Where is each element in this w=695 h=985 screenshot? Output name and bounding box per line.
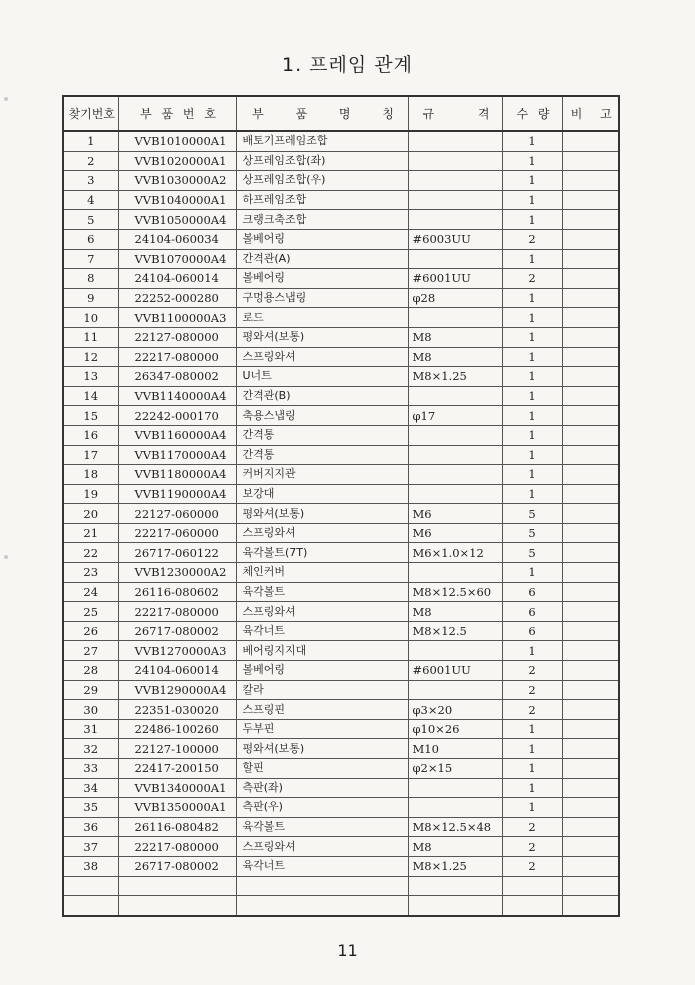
find-number-cell: 23 <box>63 563 118 583</box>
part-name-cell: U너트 <box>236 367 408 387</box>
part-name-cell: 볼베어링 <box>236 661 408 681</box>
find-number-cell: 27 <box>63 641 118 661</box>
specification-cell: #6001UU <box>408 269 502 289</box>
find-number-cell: 32 <box>63 739 118 759</box>
part-name-cell: 축용스냅링 <box>236 406 408 426</box>
part-number-cell: VVB1140000A4 <box>118 386 236 406</box>
table-row <box>63 543 619 563</box>
find-number-cell: 11 <box>63 327 118 347</box>
empty-cell <box>118 896 236 916</box>
quantity-cell: 1 <box>502 347 562 367</box>
empty-cell <box>63 896 118 916</box>
quantity-cell: 5 <box>502 504 562 524</box>
quantity-cell: 1 <box>502 151 562 171</box>
remarks-cell <box>562 621 619 641</box>
remarks-cell <box>562 308 619 328</box>
specification-cell <box>408 778 502 798</box>
part-number-cell: 26116-080602 <box>118 582 236 602</box>
find-number-cell: 28 <box>63 661 118 681</box>
table-row <box>63 386 619 406</box>
remarks-cell <box>562 739 619 759</box>
specification-cell: φ3×20 <box>408 700 502 720</box>
part-number-cell: VVB1340000A1 <box>118 778 236 798</box>
find-number-cell: 36 <box>63 817 118 837</box>
empty-cell <box>562 876 619 896</box>
header-part-number: 부 품 번 호 <box>118 96 236 131</box>
quantity-cell: 1 <box>502 719 562 739</box>
part-name-cell: 상프레임조합(우) <box>236 171 408 191</box>
specification-cell: M10 <box>408 739 502 759</box>
remarks-cell <box>562 445 619 465</box>
empty-cell <box>562 896 619 916</box>
part-number-cell: 22417-200150 <box>118 759 236 779</box>
specification-cell <box>408 190 502 210</box>
part-number-cell: 22217-080000 <box>118 347 236 367</box>
find-number-cell: 9 <box>63 288 118 308</box>
specification-cell <box>408 171 502 191</box>
remarks-cell <box>562 719 619 739</box>
parts-table-body <box>63 131 619 916</box>
part-number-cell: 24104-060014 <box>118 661 236 681</box>
quantity-cell: 2 <box>502 837 562 857</box>
find-number-cell: 33 <box>63 759 118 779</box>
specification-cell <box>408 680 502 700</box>
part-number-cell: VVB1180000A4 <box>118 465 236 485</box>
remarks-cell <box>562 817 619 837</box>
table-row <box>63 406 619 426</box>
part-name-cell: 베어링지지대 <box>236 641 408 661</box>
part-name-cell: 스프링핀 <box>236 700 408 720</box>
remarks-cell <box>562 778 619 798</box>
quantity-cell: 1 <box>502 425 562 445</box>
specification-cell <box>408 798 502 818</box>
quantity-cell: 1 <box>502 249 562 269</box>
header-find-number: 찾기번호 <box>63 96 118 131</box>
empty-cell <box>502 896 562 916</box>
empty-cell <box>236 876 408 896</box>
header-quantity: 수 량 <box>502 96 562 131</box>
quantity-cell: 2 <box>502 229 562 249</box>
parts-list-table <box>62 95 620 917</box>
find-number-cell: 8 <box>63 269 118 289</box>
header-remarks: 비 고 <box>562 96 619 131</box>
remarks-cell <box>562 347 619 367</box>
quantity-cell: 1 <box>502 641 562 661</box>
table-row <box>63 367 619 387</box>
part-number-cell: VVB1290000A4 <box>118 680 236 700</box>
specification-cell <box>408 210 502 230</box>
remarks-cell <box>562 406 619 426</box>
quantity-cell: 1 <box>502 406 562 426</box>
find-number-cell: 38 <box>63 856 118 876</box>
quantity-cell: 2 <box>502 680 562 700</box>
quantity-cell: 1 <box>502 210 562 230</box>
specification-cell: #6001UU <box>408 661 502 681</box>
remarks-cell <box>562 229 619 249</box>
find-number-cell: 20 <box>63 504 118 524</box>
part-name-cell: 배토기프레임조합 <box>236 131 408 151</box>
table-row <box>63 445 619 465</box>
quantity-cell: 5 <box>502 543 562 563</box>
quantity-cell: 6 <box>502 582 562 602</box>
find-number-cell: 12 <box>63 347 118 367</box>
find-number-cell: 35 <box>63 798 118 818</box>
specification-cell: M8 <box>408 347 502 367</box>
part-number-cell: VVB1070000A4 <box>118 249 236 269</box>
part-number-cell: 26717-080002 <box>118 856 236 876</box>
part-name-cell: 평와셔(보통) <box>236 327 408 347</box>
remarks-cell <box>562 602 619 622</box>
part-name-cell: 간격관(A) <box>236 249 408 269</box>
specification-cell: M8 <box>408 602 502 622</box>
empty-cell <box>118 876 236 896</box>
part-number-cell: 24104-060014 <box>118 269 236 289</box>
table-row <box>63 210 619 230</box>
specification-cell: φ28 <box>408 288 502 308</box>
part-number-cell: VVB1170000A4 <box>118 445 236 465</box>
remarks-cell <box>562 269 619 289</box>
part-name-cell: 스프링와셔 <box>236 347 408 367</box>
remarks-cell <box>562 641 619 661</box>
table-row <box>63 641 619 661</box>
specification-cell <box>408 249 502 269</box>
part-number-cell: VVB1190000A4 <box>118 484 236 504</box>
part-number-cell: VVB1010000A1 <box>118 131 236 151</box>
part-number-cell: 26347-080002 <box>118 367 236 387</box>
table-row <box>63 680 619 700</box>
page-number: 11 <box>337 941 358 960</box>
part-name-cell: 하프레임조합 <box>236 190 408 210</box>
part-number-cell: VVB1350000A1 <box>118 798 236 818</box>
part-name-cell: 스프링와셔 <box>236 602 408 622</box>
part-name-cell: 스프링와셔 <box>236 837 408 857</box>
table-row <box>63 504 619 524</box>
specification-cell <box>408 425 502 445</box>
find-number-cell: 7 <box>63 249 118 269</box>
part-name-cell: 간격통 <box>236 445 408 465</box>
part-number-cell: 22242-000170 <box>118 406 236 426</box>
part-name-cell: 칼라 <box>236 680 408 700</box>
quantity-cell: 2 <box>502 856 562 876</box>
specification-cell: M8×12.5×60 <box>408 582 502 602</box>
specification-cell: M6 <box>408 523 502 543</box>
part-number-cell: VVB1230000A2 <box>118 563 236 583</box>
table-row <box>63 190 619 210</box>
table-row <box>63 700 619 720</box>
specification-cell <box>408 484 502 504</box>
empty-cell <box>408 896 502 916</box>
part-name-cell: 육각너트 <box>236 856 408 876</box>
find-number-cell: 26 <box>63 621 118 641</box>
header-part-name: 부 품 명 칭 <box>236 96 408 131</box>
table-row <box>63 582 619 602</box>
part-number-cell: VVB1270000A3 <box>118 641 236 661</box>
remarks-cell <box>562 563 619 583</box>
part-number-cell: VVB1100000A3 <box>118 308 236 328</box>
part-name-cell: 측판(좌) <box>236 778 408 798</box>
part-number-cell: 22127-060000 <box>118 504 236 524</box>
specification-cell <box>408 131 502 151</box>
part-number-cell: 22252-000280 <box>118 288 236 308</box>
part-name-cell: 두부핀 <box>236 719 408 739</box>
part-name-cell: 간격관(B) <box>236 386 408 406</box>
find-number-cell: 10 <box>63 308 118 328</box>
table-row <box>63 308 619 328</box>
quantity-cell: 1 <box>502 563 562 583</box>
part-name-cell: 육각볼트(7T) <box>236 543 408 563</box>
specification-cell: M8 <box>408 327 502 347</box>
remarks-cell <box>562 759 619 779</box>
binder-hole-mark <box>4 97 8 101</box>
find-number-cell: 29 <box>63 680 118 700</box>
table-row <box>63 602 619 622</box>
part-name-cell: 간격통 <box>236 425 408 445</box>
table-row <box>63 778 619 798</box>
table-row <box>63 425 619 445</box>
remarks-cell <box>562 210 619 230</box>
part-name-cell: 육각너트 <box>236 621 408 641</box>
part-name-cell: 상프레임조합(좌) <box>236 151 408 171</box>
blank-table-row <box>63 896 619 916</box>
part-name-cell: 육각볼트 <box>236 582 408 602</box>
page-title: 1. 프레임 관계 <box>282 54 413 76</box>
part-number-cell: 22217-080000 <box>118 602 236 622</box>
quantity-cell: 6 <box>502 621 562 641</box>
specification-cell: #6003UU <box>408 229 502 249</box>
find-number-cell: 13 <box>63 367 118 387</box>
find-number-cell: 21 <box>63 523 118 543</box>
part-name-cell: 커버지지관 <box>236 465 408 485</box>
part-number-cell: 22217-080000 <box>118 837 236 857</box>
quantity-cell: 1 <box>502 288 562 308</box>
specification-cell <box>408 445 502 465</box>
table-row <box>63 739 619 759</box>
table-row <box>63 563 619 583</box>
part-name-cell: 로드 <box>236 308 408 328</box>
table-row <box>63 621 619 641</box>
find-number-cell: 3 <box>63 171 118 191</box>
part-number-cell: 22486-100260 <box>118 719 236 739</box>
quantity-cell: 1 <box>502 367 562 387</box>
quantity-cell: 1 <box>502 484 562 504</box>
part-name-cell: 육각볼트 <box>236 817 408 837</box>
find-number-cell: 18 <box>63 465 118 485</box>
find-number-cell: 30 <box>63 700 118 720</box>
find-number-cell: 4 <box>63 190 118 210</box>
table-row <box>63 661 619 681</box>
remarks-cell <box>562 484 619 504</box>
specification-cell: M6×1.0×12 <box>408 543 502 563</box>
specification-cell: M8×12.5 <box>408 621 502 641</box>
part-number-cell: 22127-080000 <box>118 327 236 347</box>
specification-cell <box>408 465 502 485</box>
find-number-cell: 15 <box>63 406 118 426</box>
table-row <box>63 229 619 249</box>
specification-cell: φ2×15 <box>408 759 502 779</box>
part-number-cell: VVB1160000A4 <box>118 425 236 445</box>
quantity-cell: 2 <box>502 817 562 837</box>
find-number-cell: 17 <box>63 445 118 465</box>
remarks-cell <box>562 249 619 269</box>
remarks-cell <box>562 327 619 347</box>
find-number-cell: 34 <box>63 778 118 798</box>
specification-cell <box>408 563 502 583</box>
find-number-cell: 24 <box>63 582 118 602</box>
quantity-cell: 1 <box>502 778 562 798</box>
table-row <box>63 249 619 269</box>
remarks-cell <box>562 288 619 308</box>
part-name-cell: 구멍용스냅링 <box>236 288 408 308</box>
quantity-cell: 2 <box>502 700 562 720</box>
part-number-cell: 26116-080482 <box>118 817 236 837</box>
table-row <box>63 288 619 308</box>
remarks-cell <box>562 837 619 857</box>
specification-cell: φ17 <box>408 406 502 426</box>
remarks-cell <box>562 582 619 602</box>
part-number-cell: 22127-100000 <box>118 739 236 759</box>
quantity-cell: 1 <box>502 798 562 818</box>
table-row <box>63 131 619 151</box>
find-number-cell: 1 <box>63 131 118 151</box>
table-row <box>63 817 619 837</box>
remarks-cell <box>562 700 619 720</box>
empty-cell <box>408 876 502 896</box>
quantity-cell: 1 <box>502 739 562 759</box>
quantity-cell: 1 <box>502 445 562 465</box>
remarks-cell <box>562 131 619 151</box>
remarks-cell <box>562 543 619 563</box>
table-row <box>63 759 619 779</box>
table-header-row <box>63 96 619 131</box>
quantity-cell: 1 <box>502 465 562 485</box>
part-name-cell: 스프링와셔 <box>236 523 408 543</box>
remarks-cell <box>562 151 619 171</box>
remarks-cell <box>562 367 619 387</box>
specification-cell <box>408 386 502 406</box>
empty-cell <box>502 876 562 896</box>
table-row <box>63 837 619 857</box>
part-name-cell: 측판(우) <box>236 798 408 818</box>
find-number-cell: 16 <box>63 425 118 445</box>
find-number-cell: 31 <box>63 719 118 739</box>
table-row <box>63 151 619 171</box>
header-specification: 규 격 <box>408 96 502 131</box>
find-number-cell: 19 <box>63 484 118 504</box>
find-number-cell: 22 <box>63 543 118 563</box>
specification-cell <box>408 151 502 171</box>
remarks-cell <box>562 425 619 445</box>
part-number-cell: VVB1050000A4 <box>118 210 236 230</box>
part-name-cell: 볼베어링 <box>236 229 408 249</box>
specification-cell: M8 <box>408 837 502 857</box>
specification-cell: φ10×26 <box>408 719 502 739</box>
specification-cell: M6 <box>408 504 502 524</box>
part-number-cell: VVB1020000A1 <box>118 151 236 171</box>
part-name-cell: 평와셔(보통) <box>236 504 408 524</box>
table-row <box>63 347 619 367</box>
find-number-cell: 25 <box>63 602 118 622</box>
empty-cell <box>63 876 118 896</box>
specification-cell: M8×1.25 <box>408 856 502 876</box>
part-name-cell: 볼베어링 <box>236 269 408 289</box>
empty-cell <box>236 896 408 916</box>
quantity-cell: 1 <box>502 327 562 347</box>
quantity-cell: 2 <box>502 661 562 681</box>
table-row <box>63 798 619 818</box>
quantity-cell: 1 <box>502 386 562 406</box>
remarks-cell <box>562 171 619 191</box>
remarks-cell <box>562 386 619 406</box>
quantity-cell: 1 <box>502 131 562 151</box>
find-number-cell: 14 <box>63 386 118 406</box>
table-row <box>63 719 619 739</box>
specification-cell <box>408 308 502 328</box>
part-number-cell: 24104-060034 <box>118 229 236 249</box>
remarks-cell <box>562 661 619 681</box>
part-number-cell: 26717-060122 <box>118 543 236 563</box>
table-row <box>63 269 619 289</box>
part-name-cell: 할핀 <box>236 759 408 779</box>
quantity-cell: 2 <box>502 269 562 289</box>
remarks-cell <box>562 856 619 876</box>
find-number-cell: 6 <box>63 229 118 249</box>
remarks-cell <box>562 504 619 524</box>
specification-cell: M8×12.5×48 <box>408 817 502 837</box>
part-number-cell: 26717-080002 <box>118 621 236 641</box>
part-name-cell: 크랭크축조합 <box>236 210 408 230</box>
specification-cell: M8×1.25 <box>408 367 502 387</box>
table-row <box>63 465 619 485</box>
quantity-cell: 1 <box>502 759 562 779</box>
part-number-cell: VVB1030000A2 <box>118 171 236 191</box>
remarks-cell <box>562 680 619 700</box>
quantity-cell: 6 <box>502 602 562 622</box>
table-row <box>63 523 619 543</box>
quantity-cell: 5 <box>502 523 562 543</box>
table-row <box>63 171 619 191</box>
part-number-cell: 22351-030020 <box>118 700 236 720</box>
find-number-cell: 37 <box>63 837 118 857</box>
part-name-cell: 평와셔(보통) <box>236 739 408 759</box>
part-name-cell: 체인커버 <box>236 563 408 583</box>
quantity-cell: 1 <box>502 308 562 328</box>
table-row <box>63 327 619 347</box>
blank-table-row <box>63 876 619 896</box>
part-number-cell: VVB1040000A1 <box>118 190 236 210</box>
table-row <box>63 856 619 876</box>
binder-hole-mark <box>4 555 8 559</box>
specification-cell <box>408 641 502 661</box>
remarks-cell <box>562 798 619 818</box>
remarks-cell <box>562 465 619 485</box>
quantity-cell: 1 <box>502 190 562 210</box>
quantity-cell: 1 <box>502 171 562 191</box>
remarks-cell <box>562 190 619 210</box>
part-name-cell: 보강대 <box>236 484 408 504</box>
find-number-cell: 2 <box>63 151 118 171</box>
part-number-cell: 22217-060000 <box>118 523 236 543</box>
find-number-cell: 5 <box>63 210 118 230</box>
remarks-cell <box>562 523 619 543</box>
table-row <box>63 484 619 504</box>
